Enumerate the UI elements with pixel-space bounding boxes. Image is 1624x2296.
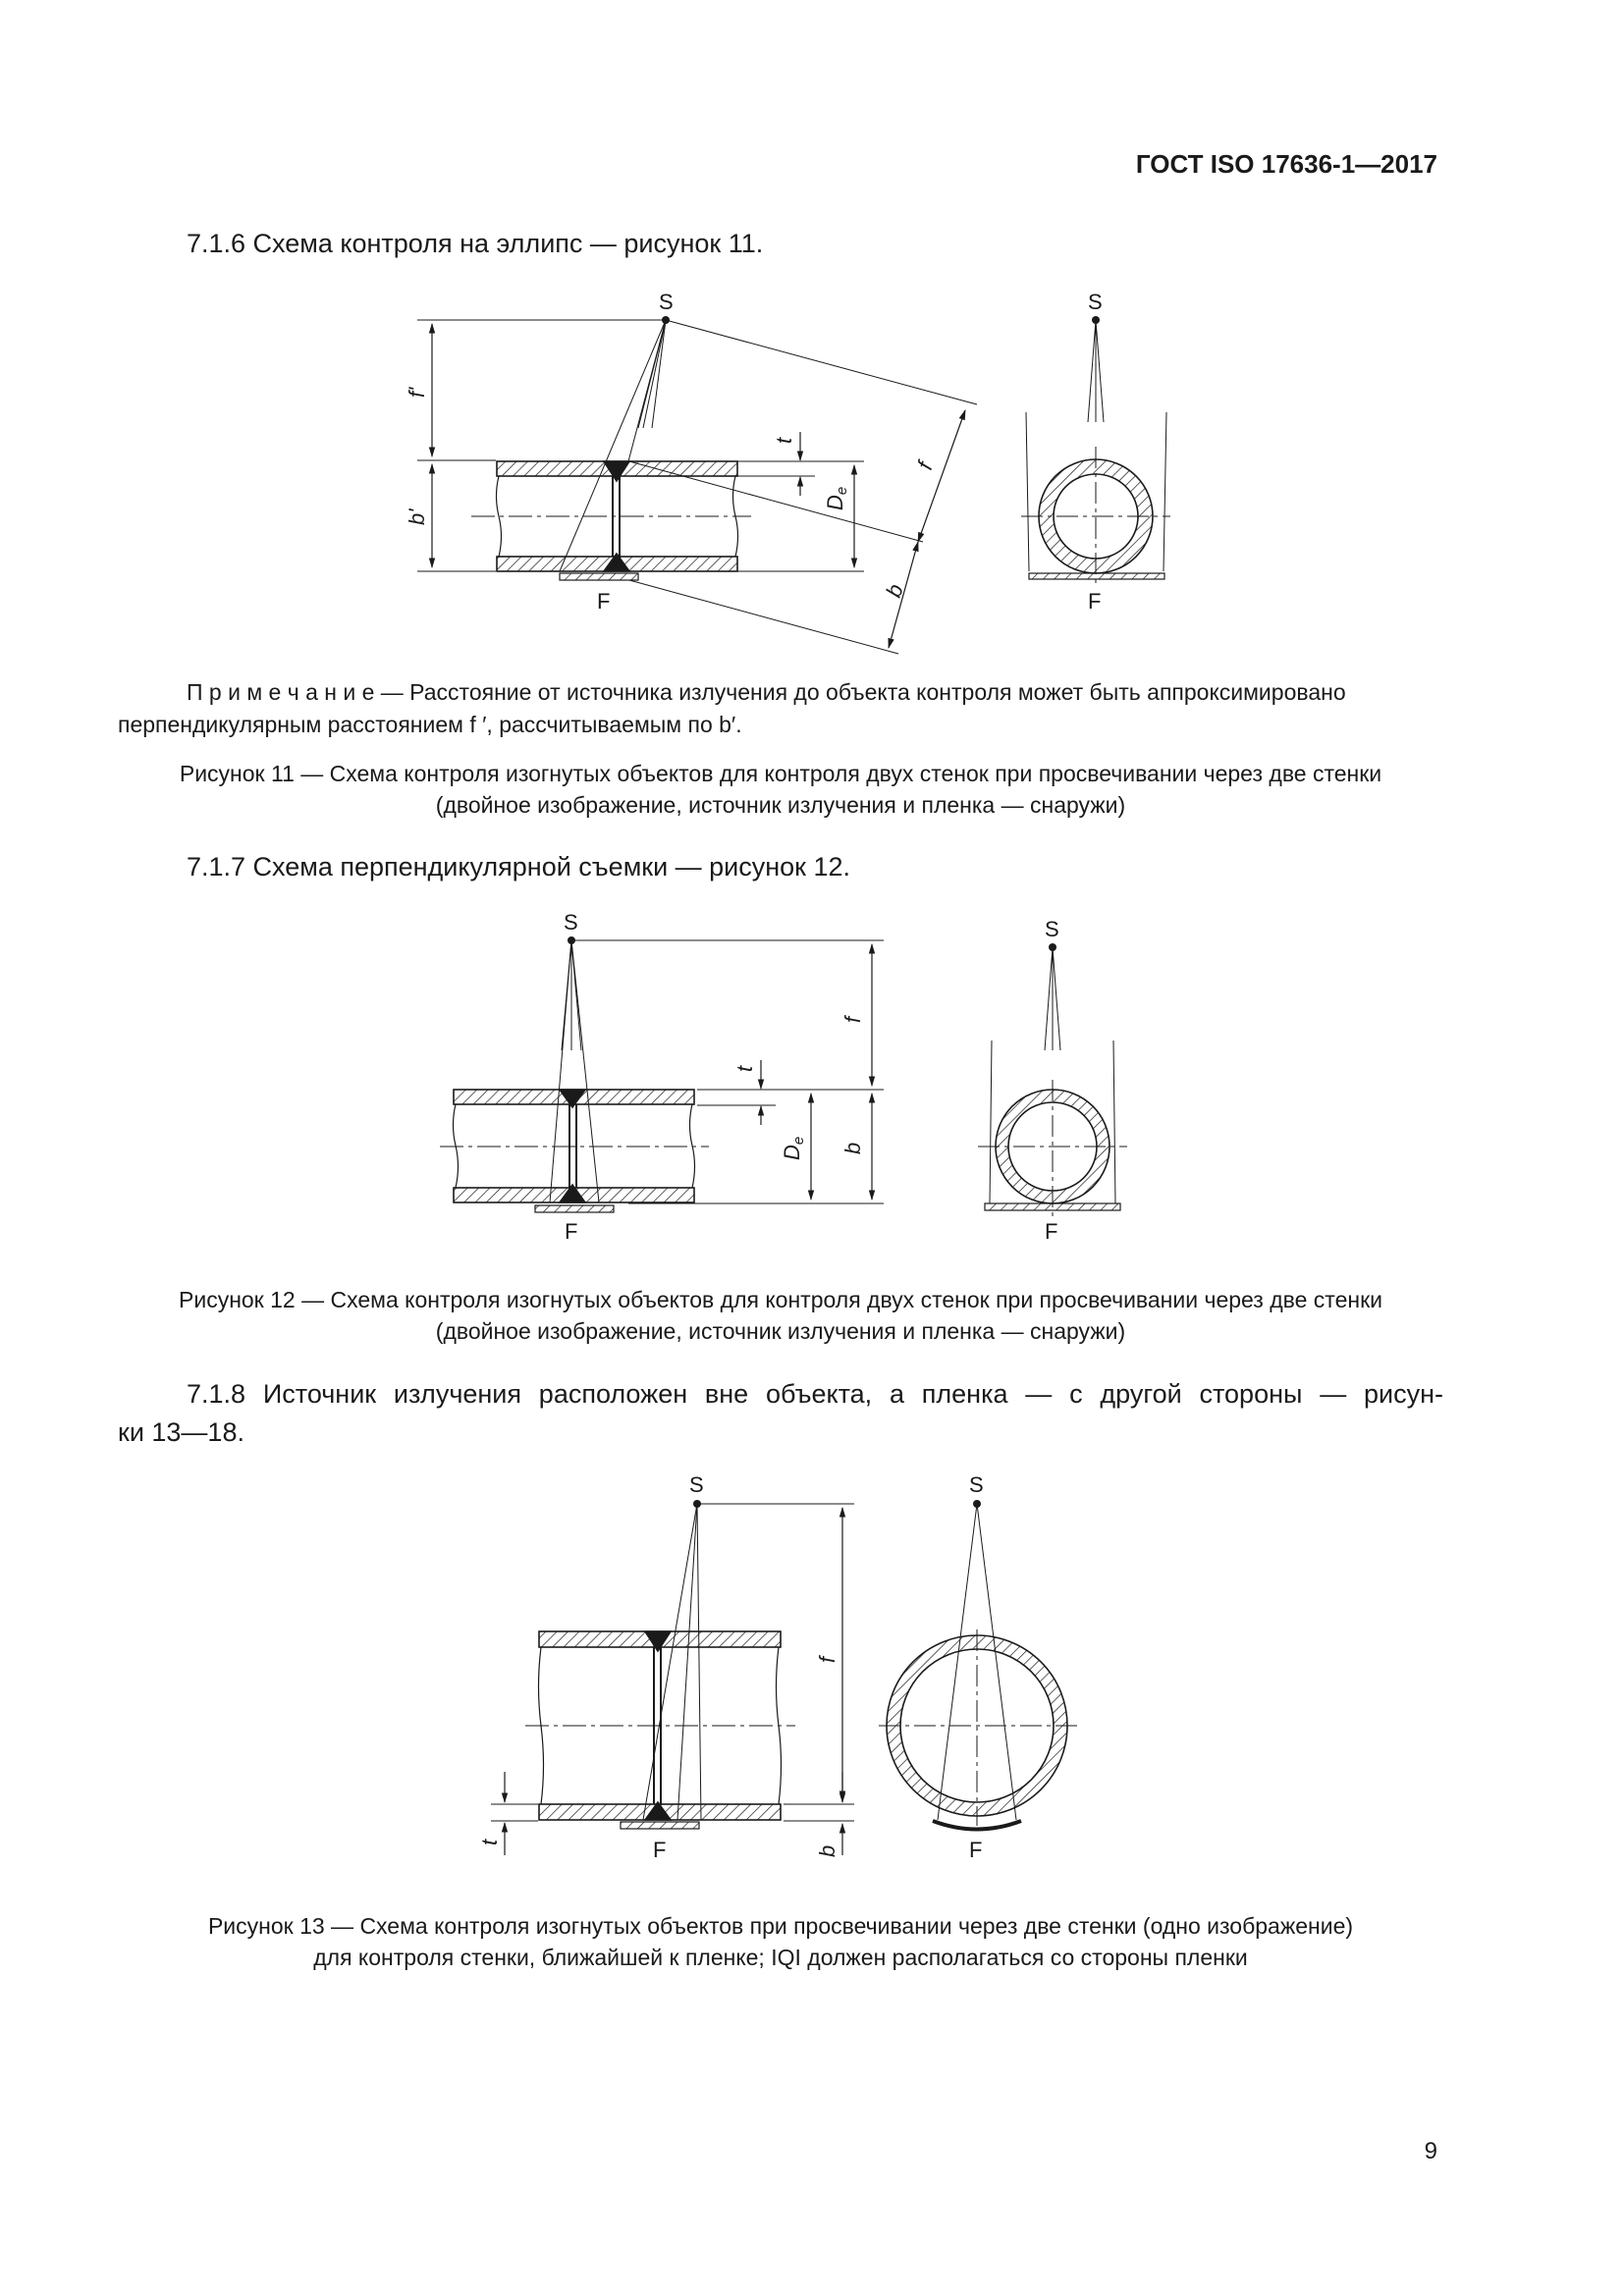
figure-11-f-prime-label: f' bbox=[405, 387, 429, 398]
figure-11-caption-line-1: Рисунок 11 — Схема контроля изогнутых объектов для контроля двух стенок при просвечивании через две стенки bbox=[179, 761, 1382, 786]
figure-11-end-view bbox=[1021, 320, 1170, 587]
figure-13-drawing bbox=[491, 1504, 854, 1855]
figure-12-caption-line-1: Рисунок 12 — Схема контроля изогнутых объектов для контроля двух стенок при просвечивании через две стенки bbox=[179, 1287, 1382, 1312]
figure-13-caption-line-1: Рисунок 13 — Схема контроля изогнутых объектов при просвечивании через две стенки (одно изображение) bbox=[207, 1913, 1354, 1939]
figure-12-drawing bbox=[440, 940, 884, 1212]
figure-13-caption-line-2: для контроля стенки, ближайшей к пленке; IQI должен располагаться со стороны пленки bbox=[313, 1945, 1248, 1970]
figure-13-end-source-point bbox=[973, 1500, 981, 1508]
document-standard-header: ГОСТ ISO 17636-1—2017 bbox=[1135, 149, 1437, 179]
figure-13-end-source-label: S bbox=[969, 1472, 984, 1497]
figure-12-end-source-label: S bbox=[1045, 917, 1059, 941]
figure-13-f-label: f bbox=[815, 1656, 839, 1663]
figure-11-film-label: F bbox=[597, 589, 611, 614]
figure-12-t-label: t bbox=[732, 1065, 757, 1072]
figure-11-end-film-label: F bbox=[1088, 589, 1102, 614]
figure-13-source-label: S bbox=[689, 1472, 704, 1497]
figure-13-end-film-label: F bbox=[969, 1838, 983, 1862]
figure-12-de-label: De bbox=[780, 1136, 807, 1160]
section-7-1-8-line-2: ки 13—18. bbox=[118, 1417, 244, 1447]
figure-11-end-source-label: S bbox=[1088, 290, 1103, 314]
section-7-1-8-line-1: 7.1.8 Источник излучения расположен вне объекта, а пленка — с другой стороны — рисун- bbox=[187, 1379, 1443, 1409]
figure-12-end-source-point bbox=[1049, 943, 1056, 951]
note-line-2: перпендикулярным расстоянием f ′, рассчитываемым по b′. bbox=[118, 712, 742, 737]
figure-12-caption-line-2: (двойное изображение, источник излучения и пленка — снаружи) bbox=[435, 1318, 1126, 1344]
figure-11-b-prime-label: b' bbox=[405, 508, 429, 525]
figure-11-f-label: f bbox=[912, 458, 938, 473]
figure-13-film-label: F bbox=[653, 1838, 667, 1862]
figure-12-source-label: S bbox=[564, 910, 578, 934]
figure-11-end-source-point bbox=[1092, 316, 1100, 324]
figure-12-f-label: f bbox=[840, 1016, 865, 1023]
figure-11-source-point bbox=[662, 316, 670, 324]
figure-12-end-view bbox=[978, 947, 1127, 1217]
figure-13-end-view bbox=[879, 1504, 1080, 1830]
note-text-1: — Расстояние от источника излучения до объекта контроля может быть аппроксимировано bbox=[374, 679, 1346, 705]
figure-12-end-film-label: F bbox=[1045, 1219, 1058, 1244]
figure-13-b-label: b bbox=[815, 1844, 839, 1857]
page-number: 9 bbox=[1424, 2138, 1437, 2164]
figure-11-caption-line-2: (двойное изображение, источник излучения и пленка — снаружи) bbox=[435, 792, 1126, 818]
figure-11-de-label: De bbox=[823, 486, 850, 510]
figure-11-b-label: b bbox=[881, 580, 908, 601]
section-7-1-7: 7.1.7 Схема перпендикулярной съемки — рисунок 12. bbox=[187, 852, 851, 881]
figure-13-t-label: t bbox=[477, 1839, 502, 1845]
note-label: П р и м е ч а н и е bbox=[187, 679, 375, 705]
section-7-1-6: 7.1.6 Схема контроля на эллипс — рисунок 11. bbox=[187, 229, 764, 258]
figure-11-drawing bbox=[417, 320, 977, 654]
figure-13-source-point bbox=[693, 1500, 701, 1508]
figure-12-b-label: b bbox=[840, 1142, 865, 1154]
figure-11-t-label: t bbox=[772, 437, 796, 444]
figure-12-film-label: F bbox=[565, 1219, 578, 1244]
figure-11-source-label: S bbox=[659, 290, 674, 314]
figure-12-source-point bbox=[568, 936, 575, 944]
